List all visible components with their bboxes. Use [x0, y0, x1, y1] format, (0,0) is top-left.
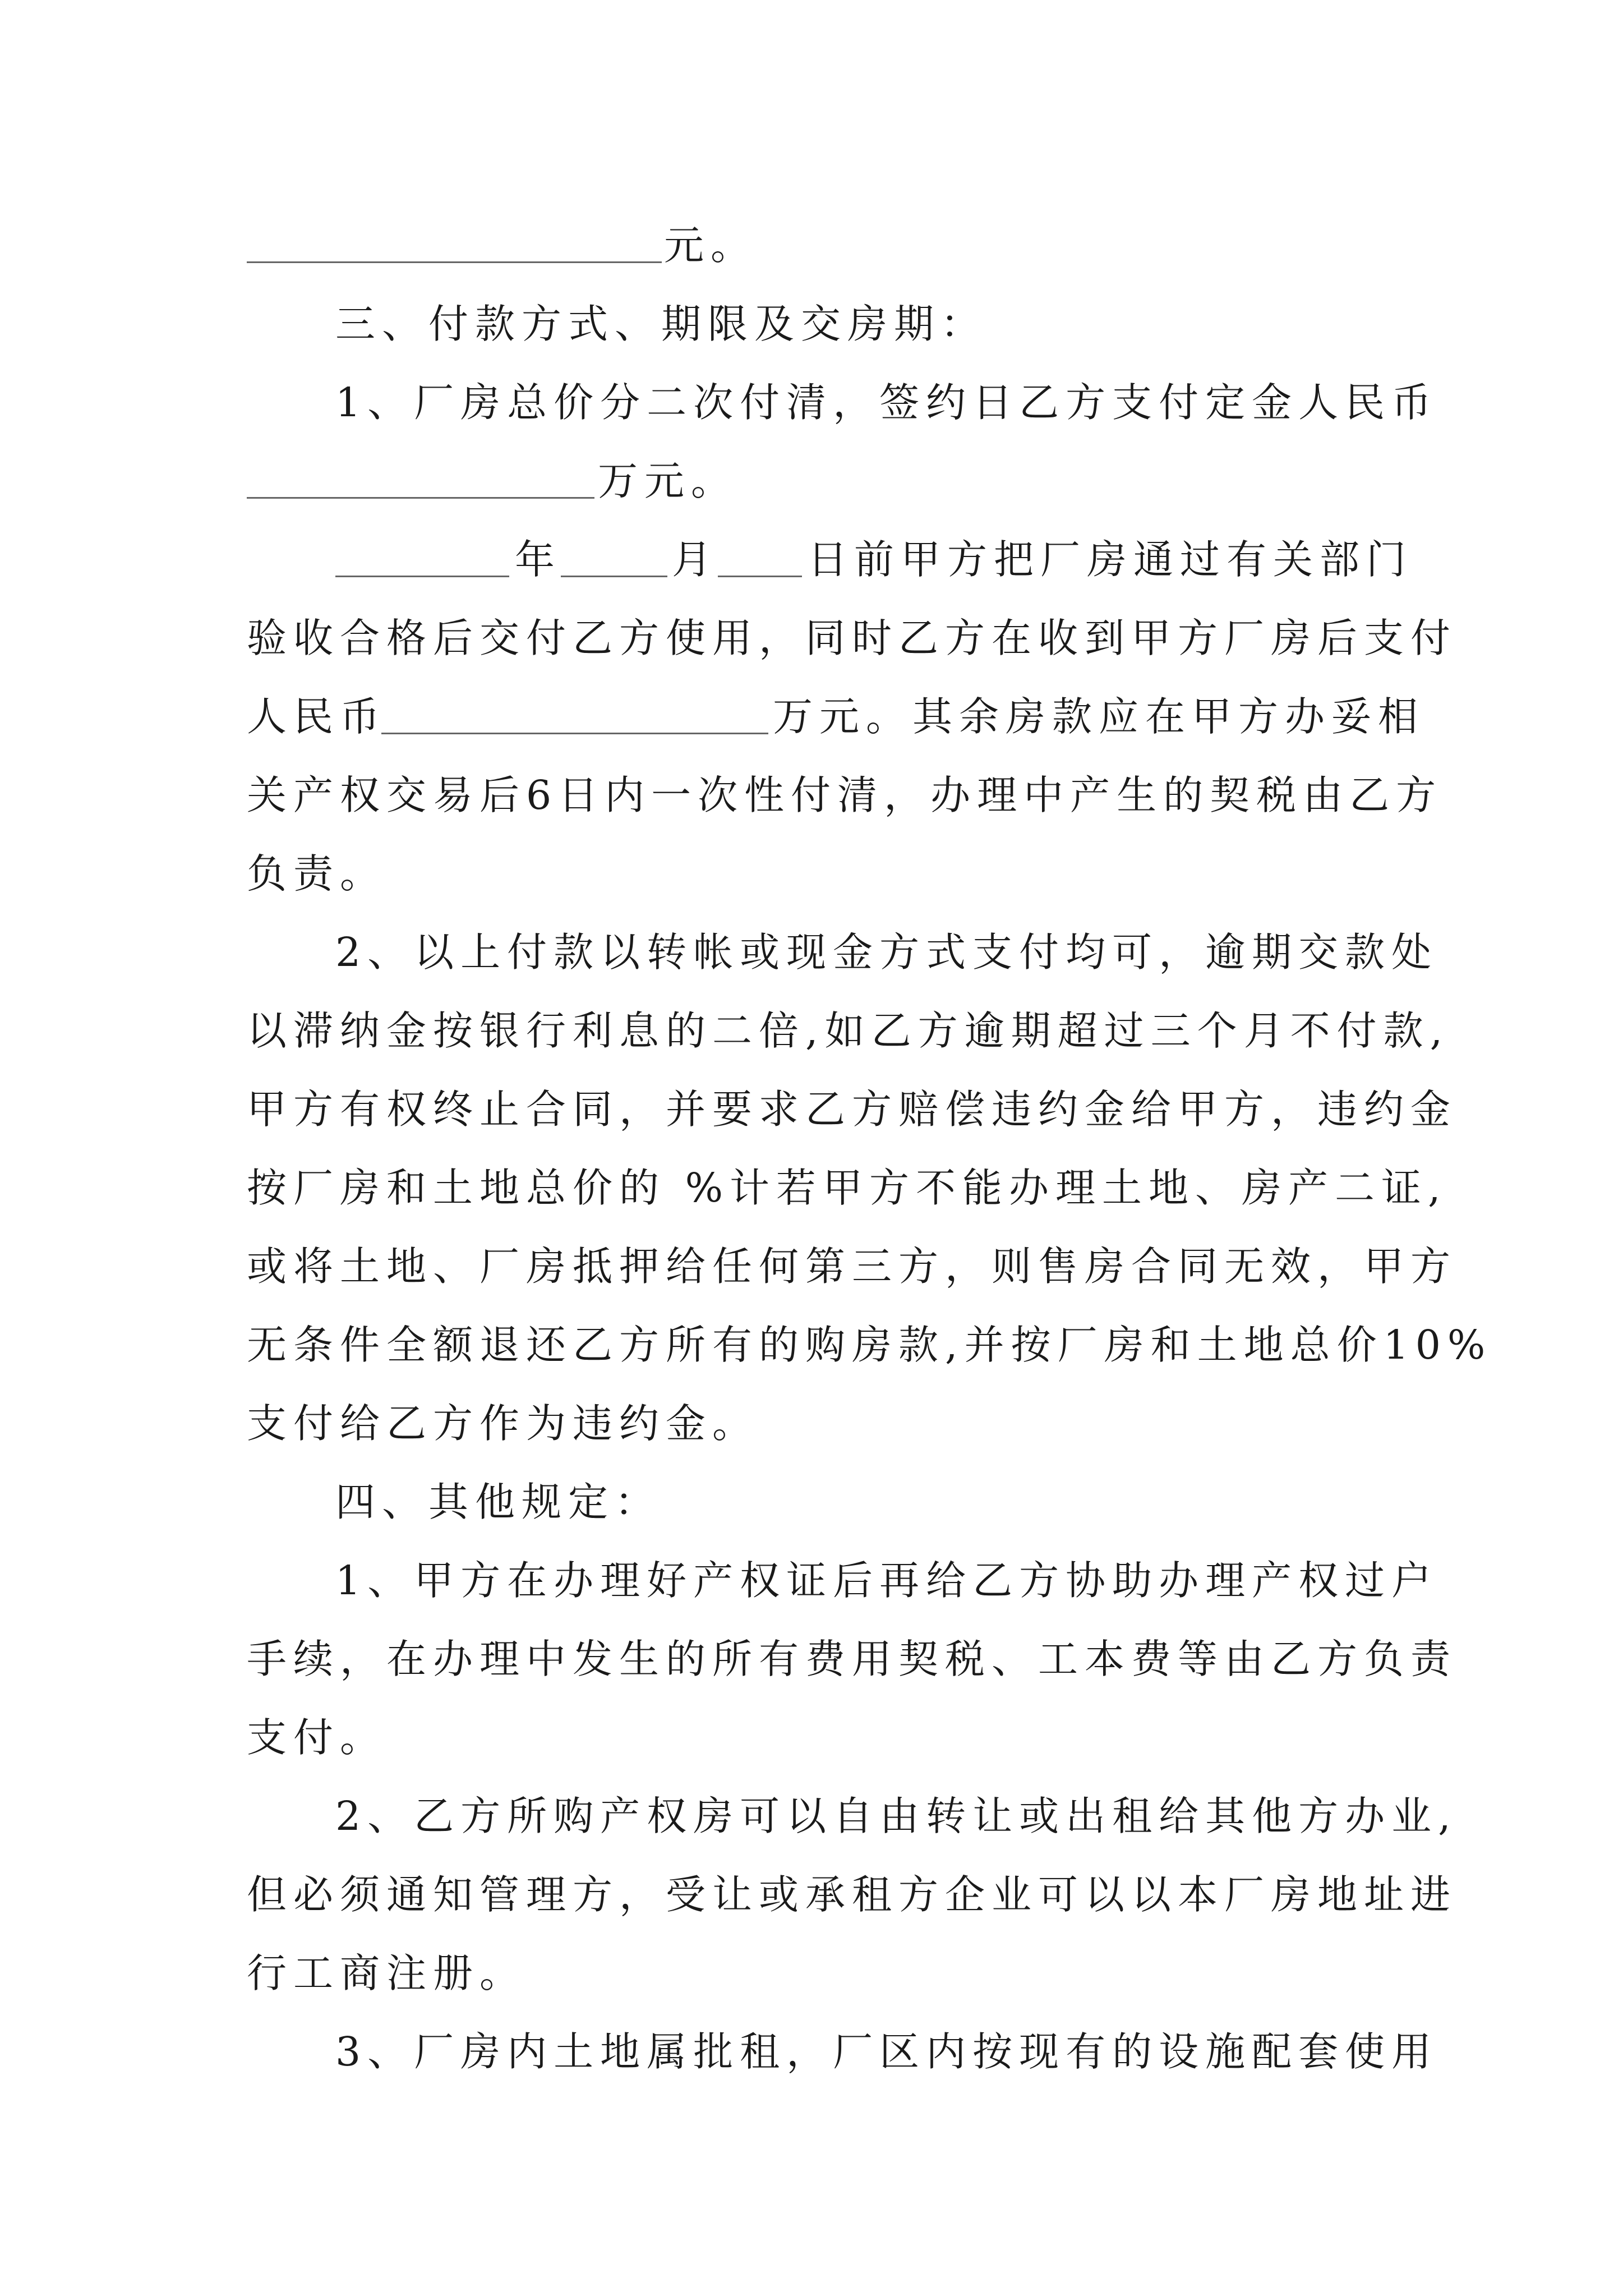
line-text: 万元。其余房款应在甲方办妥相 [773, 693, 1425, 740]
blank-field-month [561, 576, 667, 577]
blank-field [247, 261, 662, 263]
blank-field-year [335, 576, 509, 577]
line-text: 支付给乙方作为违约金。 [247, 1400, 759, 1447]
line-text: 甲方有权终止合同，并要求乙方赔偿违约金给甲方，违约金 [247, 1086, 1458, 1133]
line-text: 1、甲方在办理好产权证后再给乙方协助办理产权过户 [335, 1557, 1438, 1604]
line-text: 万元。 [598, 458, 738, 504]
line-text: 行工商注册。 [247, 1950, 527, 1996]
blank-field [381, 733, 768, 734]
line-text: 四、其他规定： [335, 1479, 662, 1525]
line-text: 日前甲方把厂房通过有关部门 [808, 536, 1413, 583]
line-text: 3、厂房内土地属批租，厂区内按现有的设施配套使用 [335, 2028, 1438, 2075]
line-text: 负责。 [247, 850, 387, 897]
line-text: 1、厂房总价分二次付清，签约日乙方支付定金人民币 [335, 379, 1438, 426]
line-text: 无条件全额退还乙方所有的购房款,并按厂房和土地总价10% [247, 1322, 1492, 1368]
line-text: 以滞纳金按银行利息的二倍,如乙方逾期超过三个月不付款, [247, 1007, 1450, 1054]
line-text: 月 [672, 536, 719, 583]
line-text: 年 [515, 536, 562, 583]
line-text: 按厂房和土地总价的 %计若甲方不能办理土地、房产二证, [247, 1165, 1447, 1211]
line-text: 人民币 [247, 693, 387, 740]
line-text: 手续，在办理中发生的所有费用契税、工本费等由乙方负责 [247, 1636, 1458, 1682]
line-text: 三、付款方式、期限及交房期： [335, 301, 988, 347]
line-text: 元。 [664, 222, 758, 269]
line-text: 支付。 [247, 1714, 387, 1761]
line-text: 但必须通知管理方，受让或承租方企业可以以本厂房地址进 [247, 1871, 1458, 1918]
line-text: 2、乙方所购产权房可以自由转让或出租给其他方办业, [335, 1793, 1458, 1839]
blank-field-day [718, 576, 802, 577]
line-text: 2、以上付款以转帐或现金方式支付均可，逾期交款处 [335, 929, 1438, 976]
line-text: 关产权交易后6日内一次性付清，办理中产生的契税由乙方 [247, 772, 1443, 818]
blank-field [247, 497, 594, 499]
line-text: 或将土地、厂房抵押给任何第三方，则售房合同无效，甲方 [247, 1243, 1458, 1290]
line-text: 验收合格后交付乙方使用，同时乙方在收到甲方厂房后支付 [247, 615, 1458, 661]
